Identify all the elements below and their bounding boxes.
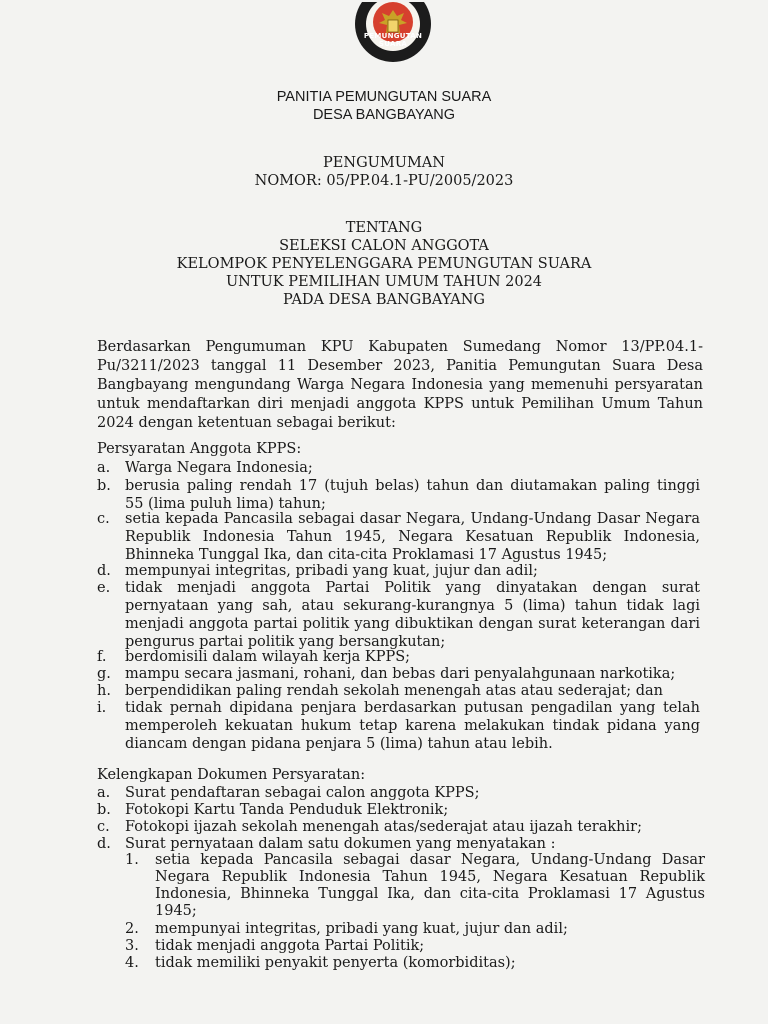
- item-line: memperoleh kekuatan hukum tetap karena melakukan tindak pidana yang: [125, 718, 700, 734]
- announcement-title: PENGUMUMAN: [323, 155, 445, 171]
- item-line: berpendidikan paling rendah sekolah menengah atas atau sederajat; dan: [125, 683, 664, 699]
- item-line: menjadi anggota partai politik yang dibuktikan dengan surat keterangan dari: [125, 616, 700, 632]
- item-line: pengurus partai politik yang bersangkutan;: [125, 634, 446, 650]
- item-key: c.: [97, 819, 110, 835]
- item-line: Warga Negara Indonesia;: [125, 460, 313, 476]
- item-line: tidak pernah dipidana penjara berdasarkan putusan pengadilan yang telah: [125, 700, 700, 716]
- intro-line: untuk mendaftarkan diri menjadi anggota KPPS untuk Pemilihan Umum Tahun: [97, 396, 703, 412]
- item-key: b.: [97, 802, 111, 818]
- item-line: Bhinneka Tunggal Ika, dan cita-cita Proklamasi 17 Agustus 1945;: [125, 547, 608, 563]
- subitem-key: 1.: [125, 852, 139, 868]
- item-key: b.: [97, 478, 111, 494]
- intro-line: Bangbayang mengundang Warga Negara Indonesia yang memenuhi persyaratan: [97, 377, 703, 393]
- subitem-line: tidak menjadi anggota Partai Politik;: [155, 938, 425, 954]
- item-key: e.: [97, 580, 111, 596]
- item-text: Fotokopi ijazah sekolah menengah atas/sederajat atau ijazah terakhir;: [125, 819, 642, 835]
- subitem-key: 3.: [125, 938, 139, 954]
- subitem-line: Negara Republik Indonesia Tahun 1945, Negara Kesatuan Republik: [155, 869, 705, 885]
- requirements-heading: Persyaratan Anggota KPPS:: [97, 441, 302, 457]
- subitem-key: 4.: [125, 955, 139, 971]
- documents-heading: Kelengkapan Dokumen Persyaratan:: [97, 767, 366, 783]
- intro-paragraph: [97, 338, 703, 433]
- about-line: SELEKSI CALON ANGGOTA: [279, 238, 489, 254]
- item-key: f.: [97, 649, 107, 665]
- about-label: TENTANG: [345, 220, 423, 236]
- item-key: d.: [97, 836, 111, 852]
- subitem-line: setia kepada Pancasila sebagai dasar Negara, Undang-Undang Dasar: [155, 852, 705, 868]
- subitem-line: mempunyai integritas, pribadi yang kuat, jujur dan adil;: [155, 921, 568, 937]
- item-line: tidak menjadi anggota Partai Politik yang dinyatakan dengan surat: [125, 580, 700, 596]
- item-line: mempunyai integritas, pribadi yang kuat, jujur dan adil;: [125, 563, 538, 579]
- item-text: Surat pernyataan dalam satu dokumen yang menyatakan :: [125, 836, 556, 852]
- item-key: d.: [97, 563, 111, 579]
- intro-line: Pu/3211/2023 tanggal 11 Desember 2023, Panitia Pemungutan Suara Desa: [97, 358, 703, 374]
- item-line: mampu secara jasmani, rohani, dan bebas dari penyalahgunaan narkotika;: [125, 666, 676, 682]
- about-line: UNTUK PEMILIHAN UMUM TAHUN 2024: [225, 274, 543, 290]
- kpu-logo: [350, 2, 436, 66]
- item-key: i.: [97, 700, 107, 716]
- announcement-number: NOMOR: 05/PP.04.1-PU/2005/2023: [254, 173, 514, 189]
- intro-line: Berdasarkan Pengumuman KPU Kabupaten Sumedang Nomor 13/PP.04.1-: [97, 339, 703, 355]
- logo-ring-text: PEMUNGUTAN SUARA: [363, 32, 423, 48]
- about-line: KELOMPOK PENYELENGGARA PEMUNGUTAN SUARA: [176, 256, 592, 272]
- subitem-line: tidak memiliki penyakit penyerta (komorbiditas);: [155, 955, 516, 971]
- item-key: a.: [97, 785, 111, 801]
- item-text: Fotokopi Kartu Tanda Penduduk Elektronik;: [125, 802, 449, 818]
- item-text: Surat pendaftaran sebagai calon anggota KPPS;: [125, 785, 480, 801]
- item-line: Republik Indonesia Tahun 1945, Negara Kesatuan Republik Indonesia,: [125, 529, 700, 545]
- item-key: a.: [97, 460, 111, 476]
- subitem-key: 2.: [125, 921, 139, 937]
- item-key: c.: [97, 511, 110, 527]
- subitem-line: Indonesia, Bhinneka Tunggal Ika, dan cita-cita Proklamasi 17 Agustus: [155, 886, 705, 902]
- item-line: setia kepada Pancasila sebagai dasar Negara, Undang-Undang Dasar Negara: [125, 511, 700, 527]
- item-line: berusia paling rendah 17 (tujuh belas) tahun dan diutamakan paling tinggi: [125, 478, 700, 494]
- intro-line: 2024 dengan ketentuan sebagai berikut:: [97, 415, 396, 431]
- item-line: berdomisili dalam wilayah kerja KPPS;: [125, 649, 411, 665]
- item-key: h.: [97, 683, 111, 699]
- item-line: diancam dengan pidana penjara 5 (lima) tahun atau lebih.: [125, 736, 553, 752]
- committee-name: PANITIA PEMUNGUTAN SUARA: [276, 89, 492, 105]
- about-line: PADA DESA BANGBAYANG: [283, 292, 485, 308]
- item-line: 55 (lima puluh lima) tahun;: [125, 496, 326, 512]
- item-line: pernyataan yang sah, atau sekurang-kurangnya 5 (lima) tahun tidak lagi: [125, 598, 700, 614]
- item-key: g.: [97, 666, 111, 682]
- village-name: DESA BANGBAYANG: [312, 107, 456, 123]
- subitem-line: 1945;: [155, 903, 197, 919]
